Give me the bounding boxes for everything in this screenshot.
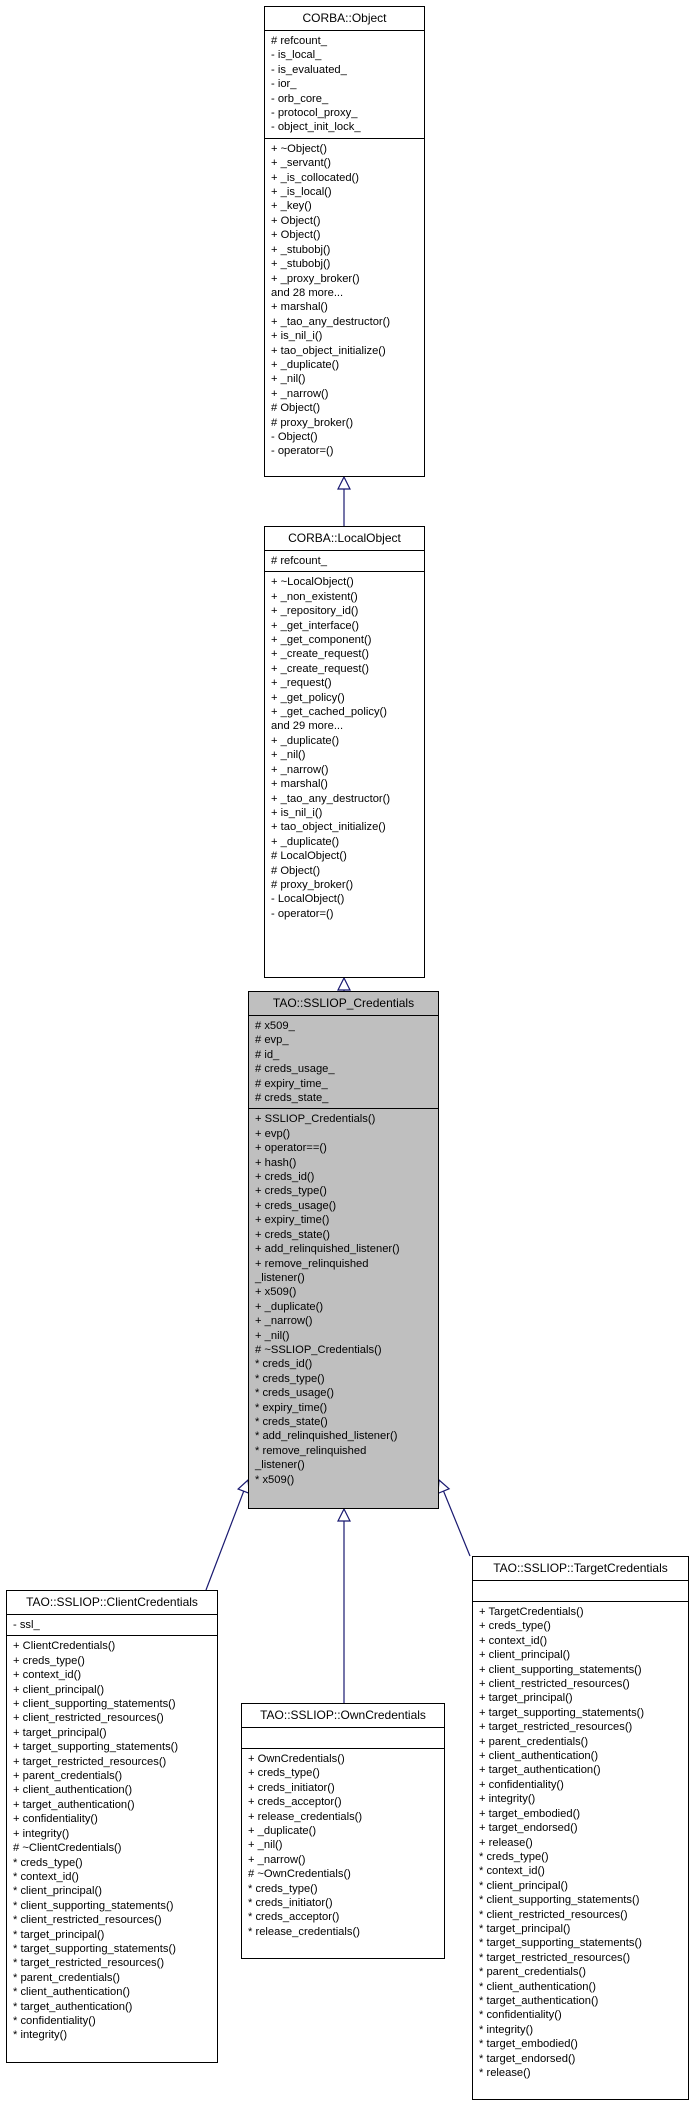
class-title: TAO::SSLIOP_Credentials (249, 992, 438, 1016)
method-row: * client_authentication() (479, 1980, 596, 1993)
method-row: + operator==() (255, 1142, 327, 1155)
attribute-row: # creds_usage_ (255, 1063, 335, 1076)
method-row: + _duplicate() (255, 1300, 324, 1313)
class-own-credentials[interactable] (241, 1703, 445, 1959)
method-row: + _is_collocated() (271, 171, 359, 184)
method-row: # ~SSLIOP_Credentials() (255, 1343, 382, 1356)
method-row: * parent_credentials() (13, 1971, 120, 1984)
method-row: + client_restricted_resources() (13, 1712, 164, 1725)
method-row: * target_principal() (13, 1928, 105, 1941)
method-row: # Object() (271, 864, 321, 877)
method-row: + _key() (271, 200, 312, 213)
method-row: _listener() (255, 1271, 305, 1284)
attribute-row: # evp_ (255, 1034, 289, 1047)
method-row: + _non_existent() (271, 590, 358, 603)
method-row: + _nil() (271, 749, 306, 762)
method-row: + confidentiality() (13, 1813, 98, 1826)
method-row: + target_supporting_statements() (479, 1706, 645, 1719)
method-row: + _nil() (248, 1839, 283, 1852)
attribute-row: - ssl_ (13, 1619, 40, 1631)
method-row: + _duplicate() (271, 835, 340, 848)
method-section (7, 1636, 217, 2045)
method-row: * client_supporting_statements() (479, 1894, 640, 1907)
method-row: + Object() (271, 214, 321, 227)
method-row: + is_nil_i() (271, 806, 323, 819)
method-row: + ~Object() (271, 142, 327, 155)
method-row: + creds_initiator() (248, 1781, 335, 1794)
method-row: + creds_type() (479, 1620, 551, 1633)
method-row: * creds_acceptor() (248, 1911, 340, 1924)
method-row: + _narrow() (271, 387, 329, 400)
attribute-row: # x509_ (255, 1020, 295, 1032)
method-row: * remove_relinquished (255, 1444, 367, 1457)
method-row: + OwnCredentials() (248, 1753, 345, 1765)
method-row: * target_supporting_statements() (479, 1937, 642, 1950)
method-row: + target_supporting_statements() (13, 1741, 179, 1754)
method-row: + is_nil_i() (271, 330, 323, 343)
class-corba-object[interactable] (264, 6, 425, 477)
inheritance-edge-target_credentials (444, 1491, 470, 1556)
method-row: * target_principal() (479, 1922, 571, 1935)
method-row: * x509() (255, 1473, 295, 1486)
method-row: * client_principal() (479, 1879, 568, 1892)
class-title: TAO::SSLIOP::TargetCredentials (473, 1557, 688, 1581)
method-row: * expiry_time() (255, 1401, 328, 1414)
method-row: + target_authentication() (479, 1764, 601, 1777)
attribute-section (249, 1016, 438, 1109)
method-section (242, 1749, 444, 1942)
class-title: TAO::SSLIOP::ClientCredentials (7, 1591, 217, 1615)
method-row: + expiry_time() (255, 1214, 330, 1227)
method-row: + target_endorsed() (479, 1822, 578, 1835)
method-row: # LocalObject() (271, 850, 347, 863)
method-row: + client_authentication() (13, 1784, 133, 1797)
method-row: + _narrow() (255, 1315, 313, 1328)
method-row: * client_restricted_resources() (13, 1914, 162, 1927)
inheritance-arrowhead (338, 1509, 350, 1521)
method-row: + _duplicate() (271, 734, 340, 747)
method-row: * integrity() (479, 2023, 534, 2036)
method-row: # proxy_broker() (271, 416, 354, 429)
method-row: + parent_credentials() (13, 1770, 123, 1783)
class-title: CORBA::LocalObject (265, 527, 424, 551)
method-row: * target_authentication() (479, 1994, 599, 2007)
class-corba-localobject[interactable] (264, 526, 425, 978)
method-row: + creds_type() (13, 1654, 85, 1667)
method-row: + _stubobj() (271, 243, 331, 256)
method-row: + SSLIOP_Credentials() (255, 1113, 376, 1126)
class-title: TAO::SSLIOP::OwnCredentials (242, 1704, 444, 1728)
method-row: * target_endorsed() (479, 2052, 576, 2065)
method-row: + hash() (255, 1156, 297, 1169)
method-row: * creds_initiator() (248, 1897, 333, 1910)
attribute-section (265, 31, 424, 139)
method-row: * creds_type() (255, 1372, 325, 1385)
method-row: + _nil() (271, 373, 306, 386)
method-row: + _get_cached_policy() (271, 706, 387, 719)
method-section (249, 1109, 438, 1490)
attribute-row: - is_evaluated_ (271, 63, 347, 76)
method-row: * context_id() (479, 1865, 545, 1878)
method-row: + _get_policy() (271, 691, 345, 704)
method-row: + tao_object_initialize() (271, 344, 386, 357)
method-row: + _stubobj() (271, 258, 331, 271)
method-section (265, 572, 424, 924)
class-client-credentials[interactable] (6, 1590, 218, 2063)
attribute-section (7, 1615, 217, 1636)
method-row: + _duplicate() (248, 1825, 317, 1838)
method-row: * parent_credentials() (479, 1966, 586, 1979)
method-row: + ~LocalObject() (271, 576, 354, 589)
class-target-credentials[interactable] (472, 1556, 689, 2100)
method-row: * target_authentication() (13, 2000, 133, 2013)
method-row: + remove_relinquished (255, 1257, 369, 1270)
method-row: + _request() (271, 677, 332, 690)
method-row: - Object() (271, 430, 318, 443)
method-row: + _nil() (255, 1329, 290, 1342)
method-row: * confidentiality() (479, 2009, 562, 2022)
method-row: + target_embodied() (479, 1807, 581, 1820)
method-row: + creds_state() (255, 1228, 330, 1241)
method-row: + TargetCredentials() (479, 1606, 584, 1618)
attribute-section (242, 1728, 444, 1749)
method-row: + creds_type() (248, 1767, 320, 1780)
method-row: + _proxy_broker() (271, 272, 360, 285)
method-row: + _get_component() (271, 634, 372, 647)
attribute-section (265, 551, 424, 572)
method-row: + _duplicate() (271, 358, 340, 371)
method-row: + tao_object_initialize() (271, 821, 386, 834)
method-row: + client_supporting_statements() (479, 1663, 642, 1676)
method-row: # proxy_broker() (271, 878, 354, 891)
method-row: + release() (479, 1836, 533, 1849)
method-row: * target_restricted_resources() (479, 1951, 631, 1964)
method-row: # ~OwnCredentials() (248, 1868, 351, 1881)
method-row: + _servant() (271, 157, 332, 170)
method-row: + creds_id() (255, 1171, 315, 1184)
method-row: * release_credentials() (248, 1925, 360, 1938)
method-row: * creds_state() (255, 1415, 328, 1428)
method-row: + target_restricted_resources() (479, 1721, 633, 1734)
method-row: + _is_local() (271, 186, 332, 199)
method-row: + marshal() (271, 778, 328, 791)
method-row: + Object() (271, 229, 321, 242)
method-row: * context_id() (13, 1870, 79, 1883)
method-row: + x509() (255, 1286, 297, 1299)
method-row: * release() (479, 2067, 531, 2079)
method-row: + integrity() (13, 1827, 70, 1840)
method-row: # ~ClientCredentials() (13, 1842, 122, 1855)
inheritance-arrowhead (338, 477, 350, 489)
method-row: * target_embodied() (479, 2038, 578, 2051)
method-row: + client_restricted_resources() (479, 1678, 630, 1691)
attribute-row: - ior_ (271, 78, 297, 91)
method-row: * creds_id() (255, 1358, 313, 1371)
method-row: * client_principal() (13, 1885, 102, 1898)
method-row: * target_supporting_statements() (13, 1942, 176, 1955)
method-row: + integrity() (479, 1793, 536, 1806)
method-row: * client_authentication() (13, 1986, 130, 1999)
method-row: + context_id() (479, 1634, 548, 1647)
method-row: and 28 more... (271, 286, 344, 299)
method-row: * creds_type() (479, 1850, 549, 1863)
attribute-row: - orb_core_ (271, 92, 329, 105)
method-row: + target_principal() (479, 1692, 573, 1705)
method-row: * integrity() (13, 2029, 68, 2042)
class-title: CORBA::Object (265, 7, 424, 31)
method-row: - operator=() (271, 445, 334, 458)
method-row: * creds_type() (248, 1882, 318, 1895)
method-row: + _tao_any_destructor() (271, 792, 391, 805)
method-row: + creds_acceptor() (248, 1796, 342, 1809)
method-row: and 29 more... (271, 720, 344, 733)
method-row: # Object() (271, 402, 321, 415)
inheritance-arrowhead (438, 1480, 449, 1493)
method-row: + confidentiality() (479, 1778, 564, 1791)
method-row: + _repository_id() (271, 605, 359, 618)
method-row: + target_principal() (13, 1726, 107, 1739)
inheritance-edge-client_credentials (206, 1491, 244, 1590)
attribute-row: - protocol_proxy_ (271, 107, 358, 120)
method-row: - LocalObject() (271, 893, 345, 906)
method-row: _listener() (255, 1459, 305, 1472)
method-section (265, 139, 424, 462)
attribute-row: - object_init_lock_ (271, 121, 361, 134)
method-row: + _create_request() (271, 648, 369, 661)
method-row: - operator=() (271, 907, 334, 920)
method-row: * client_supporting_statements() (13, 1899, 174, 1912)
method-row: + client_principal() (479, 1649, 571, 1662)
method-row: * creds_type() (13, 1856, 83, 1869)
method-row: + _narrow() (271, 763, 329, 776)
attribute-row: # refcount_ (271, 35, 327, 47)
method-row: * target_restricted_resources() (13, 1957, 165, 1970)
attribute-row: # id_ (255, 1048, 280, 1061)
method-row: * client_restricted_resources() (479, 1908, 628, 1921)
method-row: + creds_usage() (255, 1199, 337, 1212)
method-row: + client_principal() (13, 1683, 105, 1696)
method-row: + add_relinquished_listener() (255, 1243, 400, 1256)
method-row: * creds_usage() (255, 1387, 334, 1400)
method-row: + _create_request() (271, 662, 369, 675)
attribute-row: # expiry_time_ (255, 1077, 328, 1090)
method-row: * confidentiality() (13, 2014, 96, 2027)
method-row: + parent_credentials() (479, 1735, 589, 1748)
method-row: + client_authentication() (479, 1750, 599, 1763)
method-row: + creds_type() (255, 1185, 327, 1198)
method-row: + _tao_any_destructor() (271, 315, 391, 328)
method-row: + release_credentials() (248, 1810, 363, 1823)
attribute-row: # creds_state_ (255, 1092, 329, 1105)
method-row: + target_authentication() (13, 1798, 135, 1811)
class-ssliop-credentials[interactable] (248, 991, 439, 1509)
method-row: + context_id() (13, 1669, 82, 1682)
inheritance-arrowhead (338, 978, 350, 990)
method-row: + _narrow() (248, 1853, 306, 1866)
method-row: + ClientCredentials() (13, 1640, 116, 1653)
method-row: * add_relinquished_listener() (255, 1430, 398, 1443)
method-section (473, 1602, 688, 2083)
attribute-row: # refcount_ (271, 555, 327, 567)
method-row: + client_supporting_statements() (13, 1698, 176, 1711)
method-row: + _get_interface() (271, 619, 359, 632)
attribute-row: - is_local_ (271, 49, 322, 62)
method-row: + marshal() (271, 301, 328, 314)
method-row: + target_restricted_resources() (13, 1755, 167, 1768)
method-row: + evp() (255, 1127, 291, 1140)
attribute-section (473, 1581, 688, 1602)
